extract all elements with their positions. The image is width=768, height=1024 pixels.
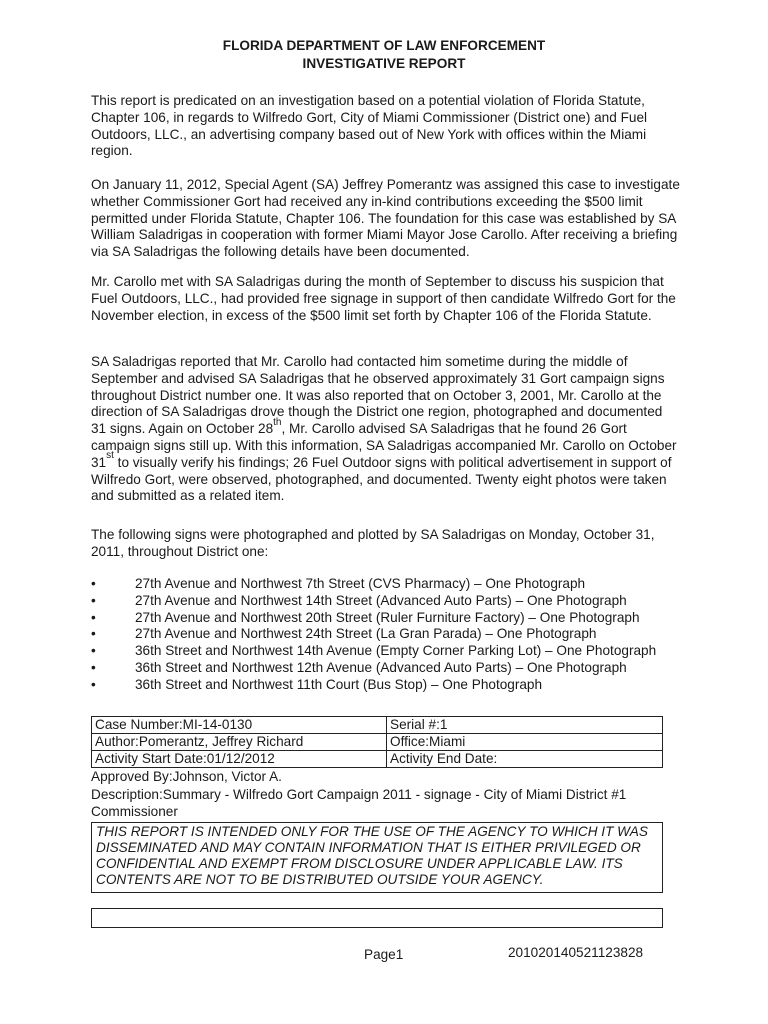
list-item (91, 610, 691, 627)
approved-by: Approved By:Johnson, Victor A. (91, 769, 282, 784)
list-item-text: 36th Street and Northwest 11th Court (Bus Stop) – One Photograph (135, 676, 543, 692)
paragraph-intro: This report is predicated on an investigation based on a potential violation of Florida Statute, Chapter 106, in regards to Wilfredo Gort, City of Miami Commissioner (District one) and Fuel Outdoors, LLC., an advertising company based out of New York with offices within the Miami region. (91, 93, 648, 159)
paragraph-suspicion: Mr. Carollo met with SA Saladrigas during the month of September to discuss his suspicion that Fuel Outdoors, LLC., had provided free signage in support of then candidate Wilfredo Gort for the November election, in excess of the $500 limit set forth by Chapter 106 of the Florida Statute. (91, 274, 676, 323)
serial-cell: Serial #:1 (387, 717, 663, 734)
list-item-text: 27th Avenue and Northwest 20th Street (Ruler Furniture Factory) – One Photograph (135, 609, 640, 625)
report-title: INVESTIGATIVE REPORT (302, 56, 466, 71)
superscript-st: st (106, 450, 114, 462)
agency-title: FLORIDA DEPARTMENT OF LAW ENFORCEMENT (222, 38, 546, 53)
bullet-icon: • (91, 576, 96, 591)
list-item-text: 27th Avenue and Northwest 24th Street (La Gran Parada) – One Photograph (135, 626, 597, 642)
report-description: Description:Summary - Wilfredo Gort Campaign 2011 - signage - City of Miami District #1 Commissioner (91, 787, 627, 819)
activity-end-cell: Activity End Date: (387, 751, 663, 768)
list-item (91, 626, 691, 643)
bullet-icon: • (91, 643, 96, 659)
author-cell: Author:Pomerantz, Jeffrey Richard (92, 734, 387, 751)
list-item (91, 677, 691, 694)
paragraph-findings-part-2: , Mr. Carollo advised SA Saladrigas that he found 26 Gort campaign signs still up. With this information, SA Saladrigas accompanied Mr. Carollo on October 31 (91, 421, 677, 470)
paragraph-findings (91, 354, 681, 505)
list-item (91, 576, 691, 593)
case-info-table (91, 716, 663, 768)
list-item (91, 660, 691, 677)
table-row (92, 734, 663, 751)
sign-location-list (91, 576, 691, 694)
bullet-icon: • (91, 609, 96, 625)
table-row (92, 751, 663, 768)
page-number: Page1 (364, 947, 404, 962)
office-cell: Office:Miami (387, 734, 663, 751)
list-item (91, 643, 691, 660)
table-row (92, 717, 663, 734)
list-item-text: 36th Street and Northwest 14th Avenue (Empty Corner Parking Lot) – One Photograph (135, 643, 657, 659)
list-item (91, 593, 691, 610)
document-id: 20102014052112382​8 (508, 945, 644, 960)
bullet-icon: • (91, 592, 96, 608)
empty-field-box (91, 908, 663, 928)
bullet-icon: • (91, 676, 96, 692)
list-item-text: 27th Avenue and Northwest 14th Street (Advanced Auto Parts) – One Photograph (135, 592, 627, 608)
paragraph-findings-part-1: SA Saladrigas reported that Mr. Carollo had contacted him sometime during the middle of September and advised SA Saladrigas that he observed approximately 31 Gort campaign signs throughout District number one. It was also reported that on October 3, 2001, Mr. Carollo at the direction of SA Saladrigas drove though the District one region, photographed and documented 31 signs. Again on October 28 (91, 354, 665, 437)
bullet-icon: • (91, 626, 96, 642)
list-item-text: 36th Street and Northwest 12th Avenue (Advanced Auto Parts) – One Photograph (135, 659, 627, 675)
case-number-cell: Case Number:MI-14-0130 (92, 717, 387, 734)
paragraph-assignment: On January 11, 2012, Special Agent (SA) Jeffrey Pomerantz was assigned this case to investigate whether Commissioner Gort had received any in-kind contributions exceeding the $500 limit permitted under Florida Statute, Chapter 106. The foundation for this case was established by SA William Saladrigas in cooperation with former Miami Mayor Jose Carollo. After receiving a briefing via SA Saladrigas the following details have been documented. (91, 177, 680, 260)
confidentiality-notice: THIS REPORT IS INTENDED ONLY FOR THE USE OF THE AGENCY TO WHICH IT WAS DISSEMINATED AND MAY CONTAIN INFORMATION THAT IS EITHER PRIVILEGED OR CONFIDENTIAL AND EXEMPT FROM DISCLOSURE UNDER APPLICABLE LAW. ITS CONTENTS ARE NOT TO BE DISTRIBUTED OUTSIDE YOUR AGENCY. (91, 822, 663, 893)
paragraph-findings-part-3: to visually verify his findings; 26 Fuel Outdoor signs with political advertisement in support of Wilfredo Gort, were observed, photographed, and documented. Twenty eight photos were taken and submitted as a related item. (91, 454, 672, 504)
activity-start-cell: Activity Start Date:01/12/2012 (92, 751, 387, 768)
bullet-icon: • (91, 659, 96, 675)
list-item-text: 27th Avenue and Northwest 7th Street (CVS Pharmacy) – One Photograph (135, 576, 586, 591)
superscript-th: th (273, 416, 282, 428)
paragraph-sign-list-intro: The following signs were photographed and plotted by SA Saladrigas on Monday, October 31, 2011, throughout District one: (91, 527, 655, 559)
